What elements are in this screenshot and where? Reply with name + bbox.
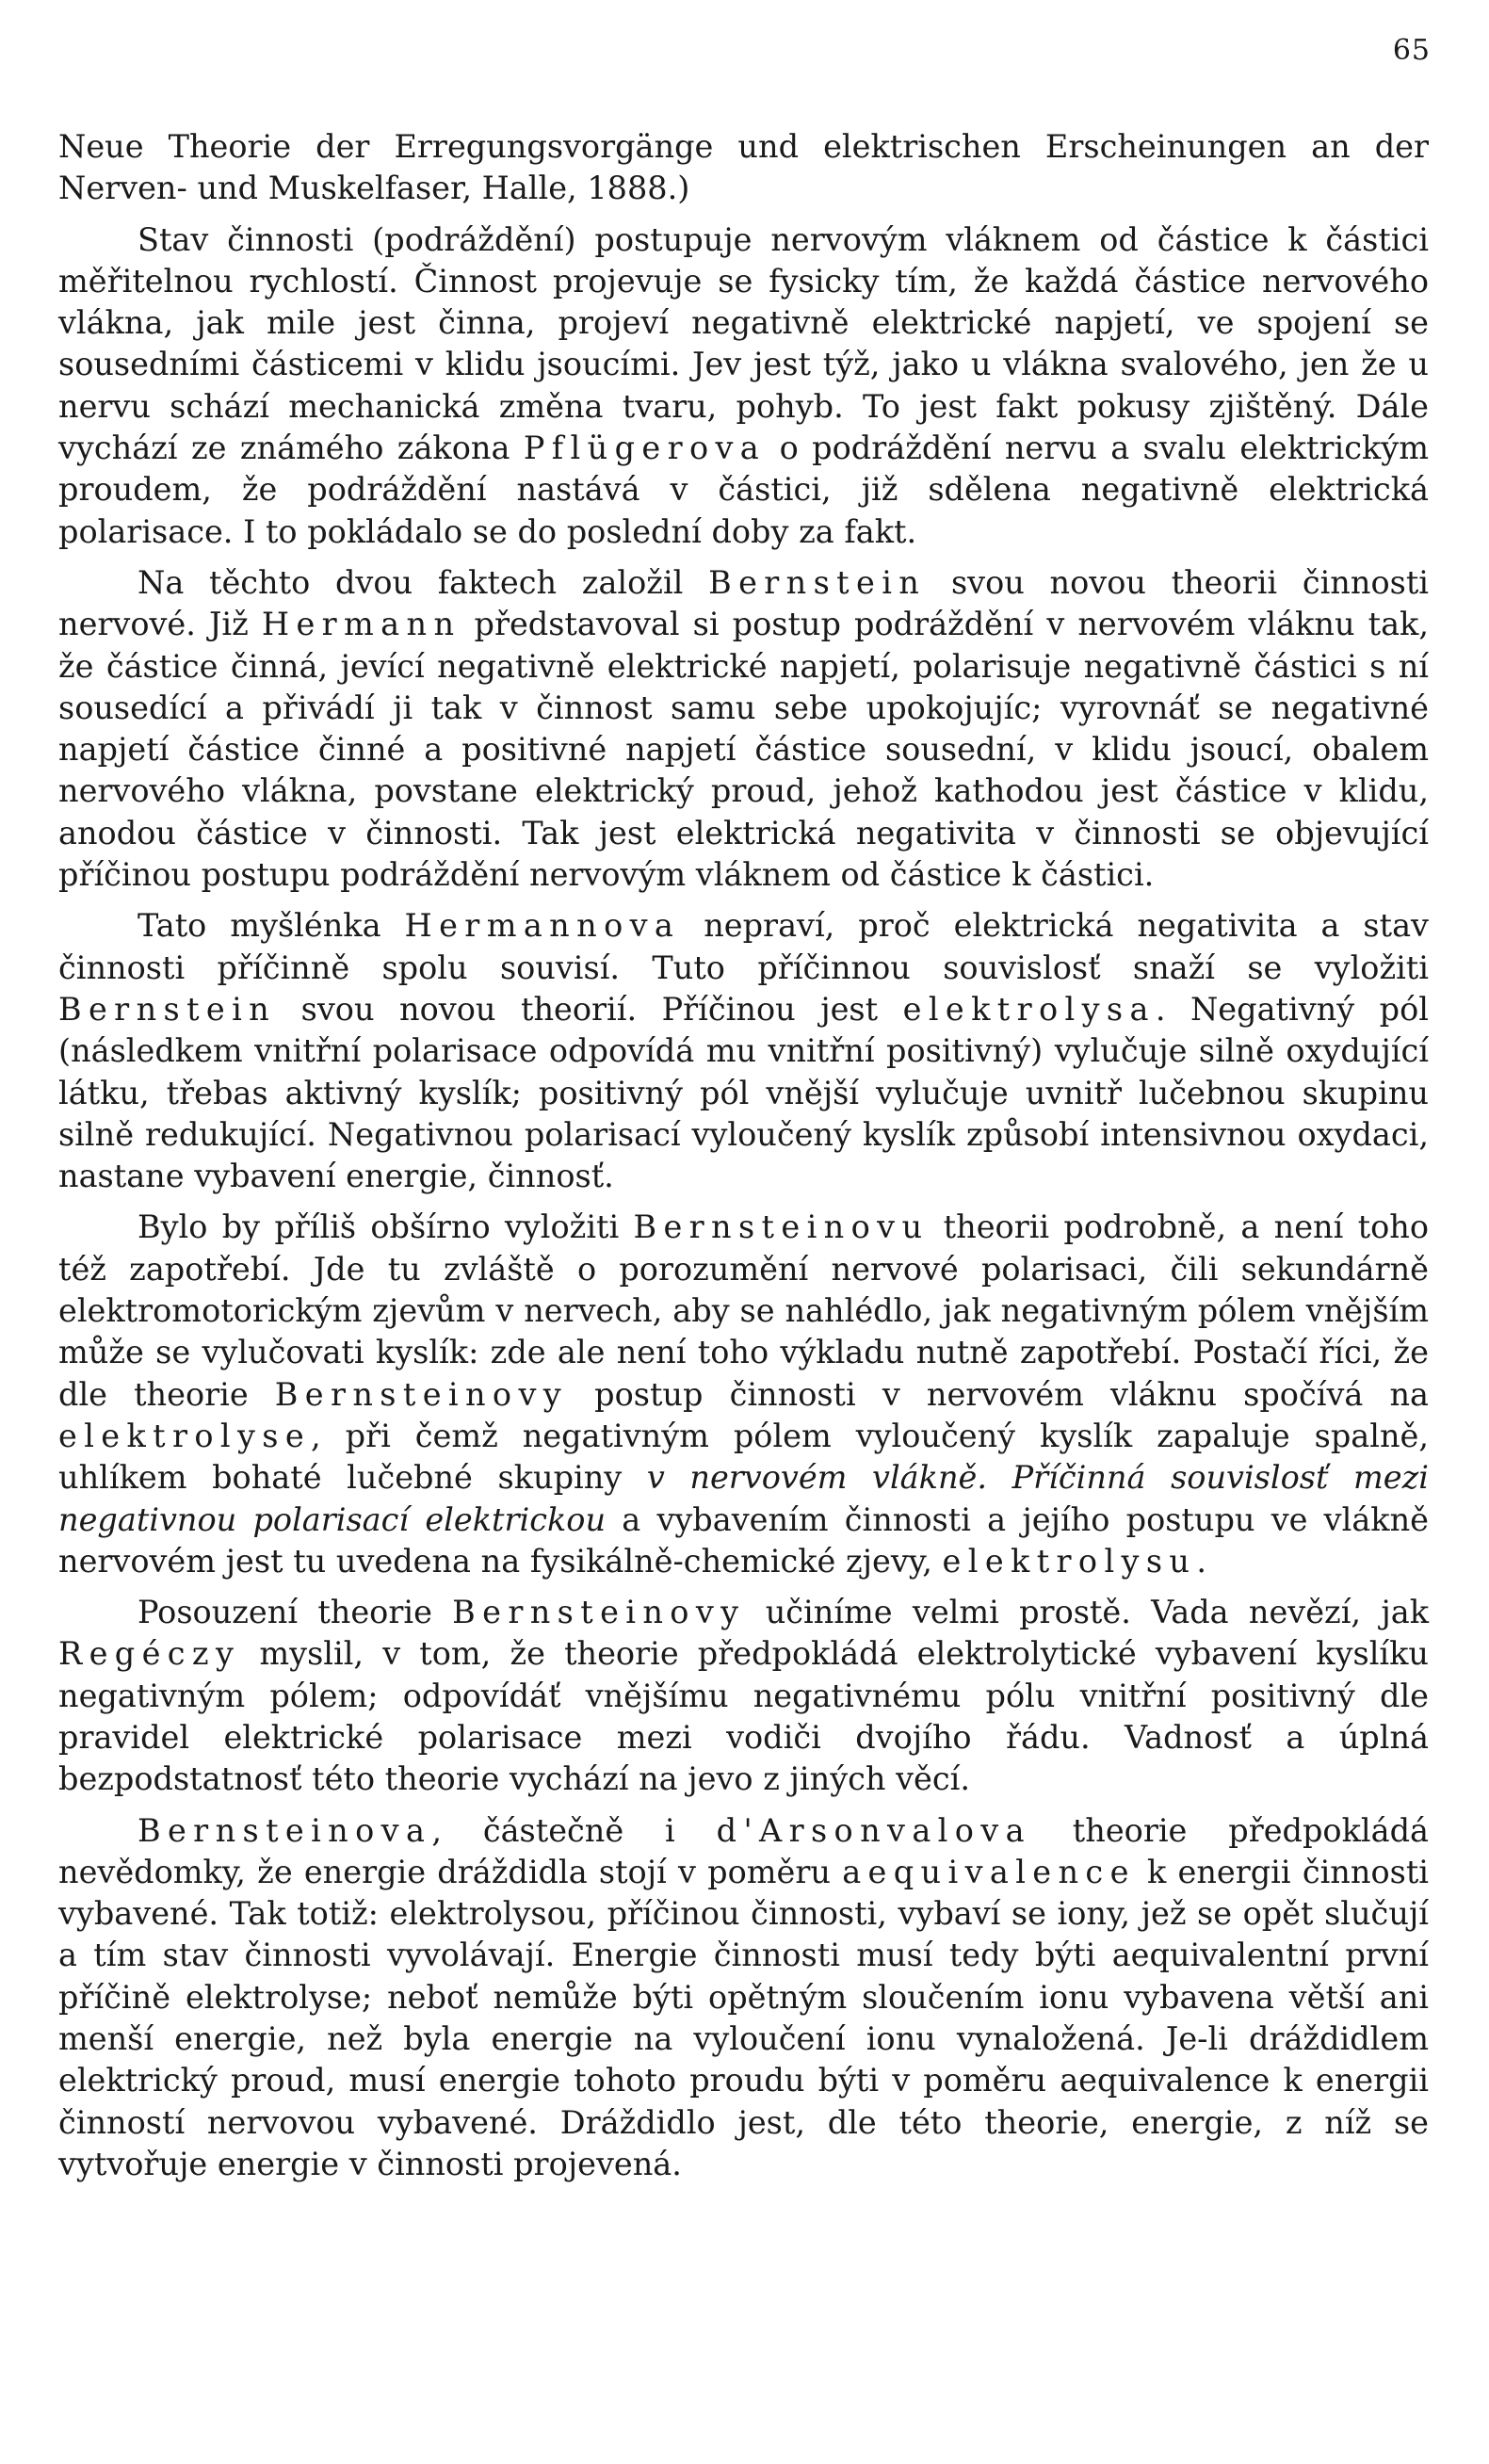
body-text xyxy=(58,126,1429,2185)
spaced-term: elektrolyse xyxy=(58,1417,312,1454)
text-run: , při čemž negativným pólem vyloučený kyslík zapaluje spalně, uhlíkem bohaté lučebné skupiny xyxy=(58,1417,1429,1497)
text-run: nepraví, proč elektrická negativita a stav činnosti příčinně spolu souvisí. Tuto příčinnou souvislosť snaží se vyložiti xyxy=(58,907,1429,986)
spaced-name: Regéczy xyxy=(58,1635,241,1673)
text-run: k energii činnosti vybavené. Tak totiž: elektrolysou, příčinou činnosti, vybaví se iony, jež se opět slučují a tím stav činnosti vyvolávají. Energie činnosti musí tedy býti aequivalentní první příčině elektrolyse; neboť nemůže býti opětným sloučením ionu vybavena větší ani menší energie, než byla energie na vyloučení ionu vynaložená. Je-li dráždidlem elektrický proud, musí energie tohoto proudu býti v poměru aequivalence k energii činností nervovou vybavené. Dráždidlo jest, dle této theorie, energie, z níž se vytvořuje energie v činnosti projevená. xyxy=(58,1853,1429,2182)
text-run: Posouzení theorie xyxy=(138,1594,453,1631)
paragraph-evaluation xyxy=(58,1592,1429,1800)
spaced-name: Bernsteinovu xyxy=(633,1208,930,1246)
text-run: Neue Theorie der Erregungsvorgänge und elektrischen Erscheinungen an der Nerven- und Muskelfaser, Halle, 1888.) xyxy=(58,128,1429,207)
text-run: učiníme velmi prostě. Vada nevězí, jak xyxy=(745,1594,1429,1631)
text-run: , částečně i xyxy=(431,1811,717,1849)
text-run: . Negativný pól (následkem vnitřní polarisace odpovídá mu vnitřní positivný) vylučuje silně oxydující látku, třebas aktivný kyslík; positivný pól vnější vylučuje uvnitř lučebnou skupinu silně redukující. Negativnou polarisací vyloučený kyslík způsobí intensivnou oxydaci, nastane vybavení energie, činnosť. xyxy=(58,990,1429,1195)
text-run: svou novou theorií. Příčinou jest xyxy=(276,990,903,1028)
paragraph-bernstein-theory xyxy=(58,562,1429,896)
spaced-name: Bernsteinova xyxy=(138,1811,432,1849)
spaced-name: Bernstein xyxy=(708,563,927,601)
spaced-term: elektrolysu xyxy=(942,1542,1197,1580)
text-run: theorii podrobně, a není toho též zapotřebí. Jde tu zvláště o porozumění nervové polarisaci, čili sekundárně elektromotorickým zjevům v nervech, aby se nahlédlo, jak negativným pólem vnějším může se vylučovati kyslík: zde ale není toho výkladu nutně zapotřebí. Postačí říci, že dle theorie xyxy=(58,1208,1429,1413)
spaced-term: elektrolysa xyxy=(902,990,1156,1028)
spaced-name: Bernsteinovy xyxy=(452,1594,746,1631)
paragraph-energy-equivalence xyxy=(58,1810,1429,2186)
paragraph-nerve-activity xyxy=(58,219,1429,553)
spaced-term: aequivalence xyxy=(842,1853,1136,1890)
spaced-name: Bernsteinovy xyxy=(274,1375,569,1413)
text-run: a vybavením činnosti a jejího postupu ve vlákně nervovém jest tu uvedena na fysikálně-chemické zjevy, xyxy=(58,1500,1429,1580)
text-run: Tato myšlénka xyxy=(138,907,405,945)
spaced-name: Pflügerova xyxy=(523,430,767,467)
paragraph-hermann-idea xyxy=(58,905,1429,1197)
spaced-name: Bernstein xyxy=(58,990,277,1028)
text-run: Bylo by příliš obšírno vyložiti xyxy=(138,1208,634,1246)
text-run: myslil, v tom, že theorie předpokládá elektrolytické vybavení kyslíku negativným pólem; odpovídáť vnějšímu negativnému pólu vnitřní positivný dle pravidel elektrické polarisace mezi vodiči dvojího řádu. Vadnosť a úplná bezpodstatnosť této theorie vychází na jevo z jiných věcí. xyxy=(58,1635,1429,1798)
spaced-name: Hermann xyxy=(261,606,461,643)
text-run: . xyxy=(1196,1542,1206,1580)
spaced-name: Hermannova xyxy=(404,907,681,945)
italic-text: v nervovém vlákně. Příčinná souvislosť mezi negativnou polarisací elektrickou xyxy=(58,1459,1429,1538)
page-number: 65 xyxy=(1392,34,1431,67)
paragraph-reference xyxy=(58,126,1429,210)
paragraph-electrolysis xyxy=(58,1207,1429,1582)
text-run: postup činnosti v nervovém vláknu spočívá na xyxy=(568,1375,1430,1413)
spaced-name: d'Arsonvalova xyxy=(716,1811,1031,1849)
text-run: svou novou theorii činnosti nervové. Již xyxy=(58,563,1429,643)
text-run: o podráždění nervu a svalu elektrickým proudem, že podráždění nastává v částici, již sdělena negativně elektrická polarisace. I to pokládalo se do poslední doby za fakt. xyxy=(58,430,1429,550)
text-run: theorie předpokládá nevědomky, že energie dráždidla stojí v poměru xyxy=(58,1811,1429,1890)
text-run: Na těchto dvou faktech založil xyxy=(138,563,709,601)
text-run: Stav činnosti (podráždění) postupuje nervovým vláknem od částice k částici měřitelnou rychlostí. Činnost projevuje se fysicky tím, že každá částice nervového vlákna, jak mile jest činna, projeví negativně elektrické napjetí, ve spojení se sousedními částicemi v klidu jsoucími. Jev jest týž, jako u vlákna svalového, jen že u nervu schází mechanická změna tvaru, pohyb. To jest fakt pokusy zjištěný. Dále vychází ze známého zákona xyxy=(58,220,1429,467)
text-run: představoval si postup podráždění v nervovém vláknu tak, že částice činná, jevící negativně elektrické napjetí, polarisuje negativně částici s ní sousedící a přivádí ji tak v činnost samu sebe upokojujíc; vyrovnáť se negativné napjetí částice činné a positivné napjetí částice sousední, v klidu jsoucí, obalem nervového vlákna, povstane elektrický proud, jehož kathodou jest částice v klidu, anodou částice v činnosti. Tak jest elektrická negativita v činnosti se objevující příčinou postupu podráždění nervovým vláknem od částice k částici. xyxy=(58,606,1430,894)
